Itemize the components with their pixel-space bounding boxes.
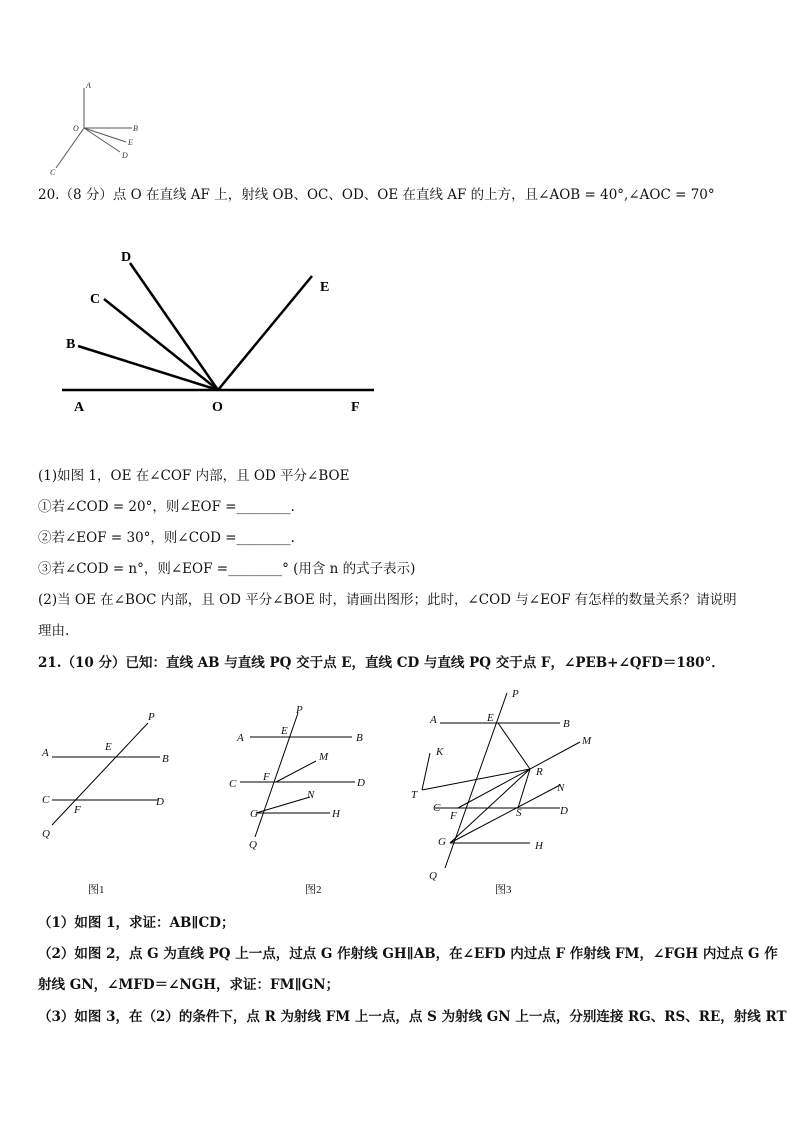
- label-S: S: [516, 807, 522, 819]
- label-F: F: [351, 400, 360, 415]
- label-H: H: [535, 840, 543, 852]
- label-D: D: [560, 805, 568, 817]
- label-Q: Q: [249, 839, 257, 851]
- label-C: C: [90, 292, 101, 307]
- label-C: C: [229, 778, 237, 790]
- label-G: G: [438, 836, 446, 848]
- label-E: E: [281, 725, 288, 737]
- q20-part2-a: (2)当 OE 在∠BOC 内部，且 OD 平分∠BOE 时，请画出图形；此时，∠COD 与∠EOF 有怎样的数量关系？请说明: [38, 592, 737, 608]
- label-F: F: [263, 771, 270, 783]
- label-P: P: [296, 704, 303, 716]
- label-D: D: [122, 151, 128, 160]
- label-C: C: [50, 168, 56, 177]
- label-E: E: [487, 712, 494, 724]
- label-M: M: [582, 735, 592, 747]
- label-M: M: [319, 751, 329, 763]
- q20-part1-b: ②若∠EOF = 30°，则∠COD =________.: [38, 530, 295, 546]
- top-angle-figure: [40, 70, 160, 180]
- label-A: A: [430, 714, 437, 726]
- caption-fig1: 图1: [88, 884, 105, 896]
- label-A: A: [86, 81, 91, 90]
- q20-part1-a: ①若∠COD = 20°，则∠EOF =________.: [38, 499, 295, 515]
- q21-part3: （3）如图 3，在（2）的条件下，点 R 为射线 FM 上一点，点 S 为射线 GN 上一点，分别连接 RG、RS、RE，射线 RT: [38, 1009, 787, 1025]
- label-T: T: [411, 789, 418, 801]
- q20-stem: 20.（8 分）点 O 在直线 AF 上，射线 OB、OC、OD、OE 在直线 AF 的上方，且∠AOB = 40°,∠AOC = 70°: [38, 187, 715, 203]
- caption-fig3: 图3: [495, 884, 512, 896]
- label-O: O: [212, 400, 223, 415]
- label-B: B: [563, 718, 570, 730]
- label-O: O: [73, 124, 79, 133]
- label-P: P: [148, 711, 155, 723]
- label-B: B: [356, 732, 363, 744]
- q20-figure: [50, 240, 390, 420]
- q20-part1-c: ③若∠COD = n°，则∠EOF =________° (用含 n 的式子表示): [38, 561, 416, 577]
- q21-stem: 21.（10 分）已知：直线 AB 与直线 PQ 交于点 E，直线 CD 与直线 PQ 交于点 F，∠PEB+∠QFD＝180°．: [38, 655, 725, 671]
- label-A: A: [237, 732, 244, 744]
- label-B: B: [66, 337, 76, 352]
- label-G: G: [250, 808, 258, 820]
- label-N: N: [557, 782, 565, 794]
- label-B: B: [133, 124, 138, 133]
- label-A: A: [74, 400, 85, 415]
- label-F: F: [450, 810, 457, 822]
- label-H: H: [332, 808, 340, 820]
- label-N: N: [307, 789, 315, 801]
- q21-part2-a: （2）如图 2，点 G 为直线 PQ 上一点，过点 G 作射线 GH∥AB，在∠EFD 内过点 F 作射线 FM，∠FGH 内过点 G 作: [38, 946, 778, 962]
- label-C: C: [433, 802, 441, 814]
- label-F: F: [74, 804, 81, 816]
- caption-fig2: 图2: [305, 884, 322, 896]
- q21-figures: [30, 685, 770, 900]
- label-E: E: [105, 741, 112, 753]
- q21-part2-b: 射线 GN，∠MFD＝∠NGH，求证：FM∥GN；: [38, 977, 340, 993]
- label-B: B: [162, 753, 169, 765]
- label-D: D: [357, 777, 365, 789]
- q20-part1: (1)如图 1，OE 在∠COF 内部，且 OD 平分∠BOE: [38, 468, 350, 484]
- q20-part2-b: 理由.: [38, 623, 70, 639]
- label-E: E: [128, 138, 133, 147]
- label-C: C: [42, 794, 50, 806]
- label-A: A: [42, 747, 49, 759]
- label-Q: Q: [42, 828, 50, 840]
- label-D: D: [156, 796, 164, 808]
- label-Q: Q: [429, 870, 437, 882]
- label-D: D: [121, 250, 132, 265]
- label-R: R: [536, 766, 543, 778]
- label-K: K: [436, 746, 444, 758]
- q21-part1: （1）如图 1，求证：AB∥CD；: [38, 915, 235, 931]
- label-E: E: [320, 280, 330, 295]
- label-P: P: [512, 688, 519, 700]
